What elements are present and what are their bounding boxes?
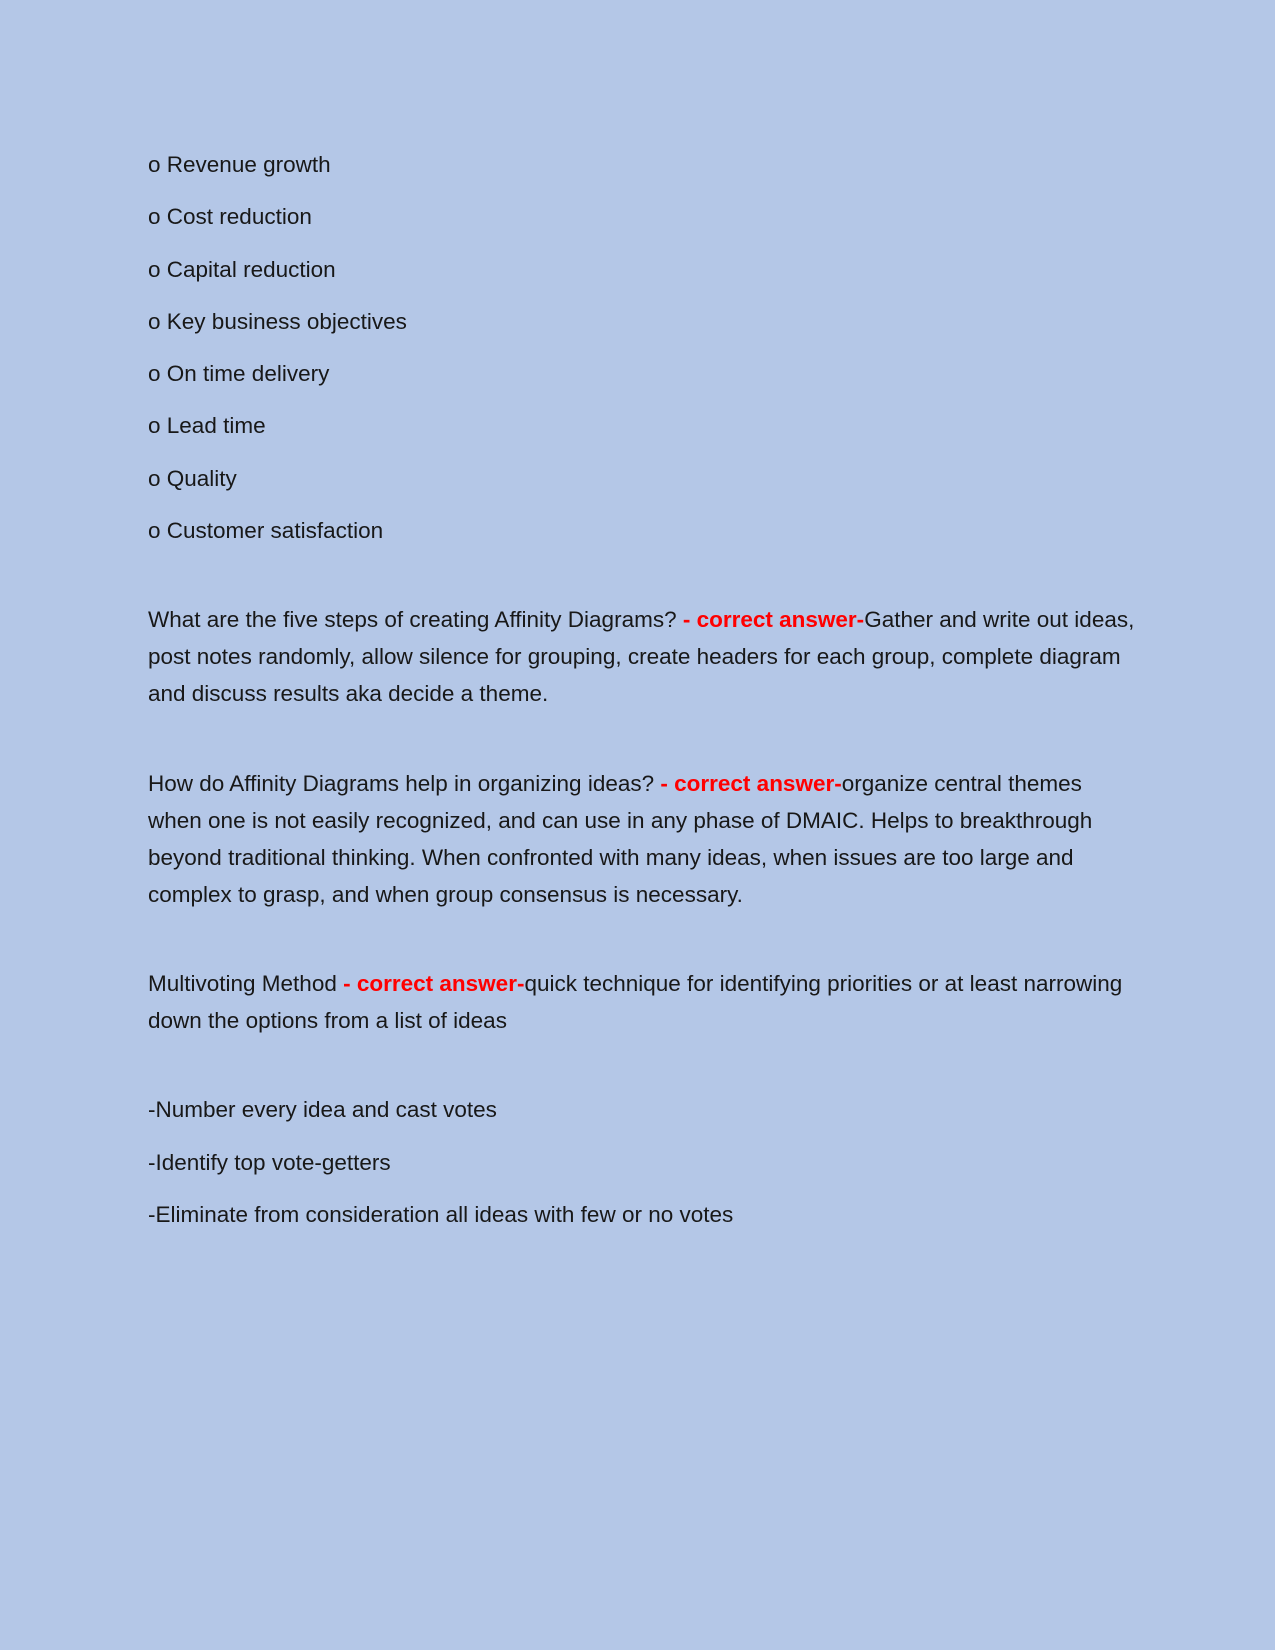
correct-answer-marker: - correct answer- (682, 607, 865, 633)
bullet-marker: o (148, 308, 161, 334)
dash-list (148, 1091, 1135, 1233)
bullet-marker: o (148, 152, 161, 177)
question-text: How do Affinity Diagrams help in organizing ideas? (148, 770, 655, 796)
list-item (148, 198, 1135, 235)
list-item (148, 407, 1135, 444)
answer-text: Gather and write out ideas, post notes randomly, allow silence for grouping, create headers for each group, complete diagram and discuss results aka decide a theme. (148, 607, 1135, 707)
bullet-list (148, 146, 1135, 549)
dash-list-item: -Number every idea and cast votes (148, 1097, 497, 1123)
bullet-marker: o (148, 465, 161, 491)
bullet-marker: o (148, 413, 161, 439)
bullet-marker: o (148, 256, 161, 282)
question-text: Multivoting Method (148, 970, 337, 996)
list-item-label: Customer satisfaction (166, 518, 384, 544)
list-item-label: Capital reduction (166, 256, 336, 282)
qa-paragraph (148, 765, 1135, 913)
answer-text: organize central themes when one is not easily recognized, and can use in any phase of DMAIC. Helps to breakthrough beyond traditional thinking. When confronted with many ideas, when issues are too large and complex to grasp, and when group consensus is necessary. (148, 770, 1093, 907)
list-item (148, 146, 1135, 183)
list-item (148, 303, 1135, 340)
list-item (148, 512, 1135, 549)
dash-list-item: -Identify top vote-getters (148, 1149, 391, 1175)
bullet-marker: o (148, 361, 161, 387)
correct-answer-marker: - correct answer- (343, 970, 525, 996)
dash-list-item: -Eliminate from consideration all ideas with few or no votes (148, 1201, 734, 1227)
list-item (148, 355, 1135, 392)
correct-answer-marker: - correct answer- (660, 770, 842, 796)
list-item (148, 251, 1135, 288)
list-item-label: Lead time (166, 413, 266, 439)
bullet-marker: o (148, 518, 161, 544)
list-item-label: Quality (166, 465, 237, 491)
list-item-label: On time delivery (166, 361, 330, 387)
list-item-label: Revenue growth (166, 152, 331, 177)
bullet-marker: o (148, 204, 161, 230)
list-item-label: Cost reduction (166, 204, 312, 230)
answer-text: quick technique for identifying priorities or at least narrowing down the options from a list of ideas (148, 970, 1123, 1033)
qa-paragraph (148, 601, 1135, 712)
list-item (148, 460, 1135, 497)
qa-paragraph (148, 965, 1135, 1039)
list-item-label: Key business objectives (166, 308, 407, 334)
question-text: What are the five steps of creating Affinity Diagrams? (148, 607, 677, 633)
